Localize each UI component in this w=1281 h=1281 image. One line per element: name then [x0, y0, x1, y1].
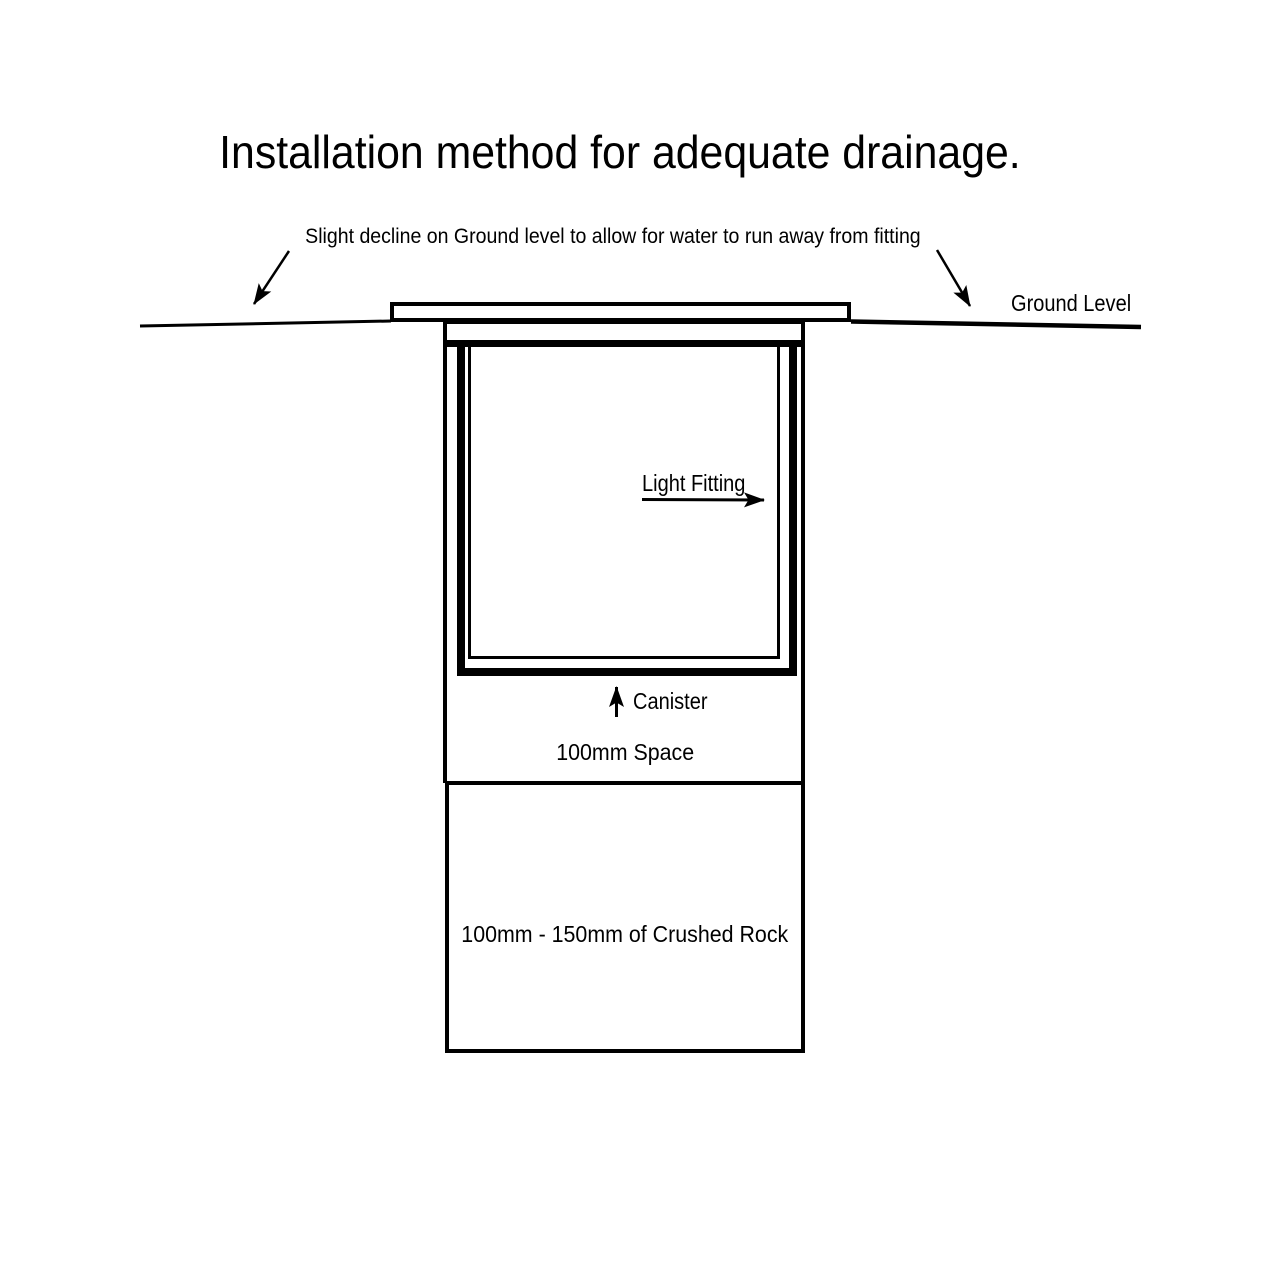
canister-lip-plate — [443, 321, 805, 347]
flange-top-plate — [390, 302, 851, 322]
page-title-text: Installation method for adequate drainage. — [219, 126, 1021, 178]
space-label: 100mm Space — [556, 739, 694, 765]
crushed-rock-label: 100mm - 150mm of Crushed Rock — [461, 920, 789, 947]
ground-level-label: Ground Level — [1011, 290, 1132, 316]
page-title — [0, 126, 1240, 179]
light-fitting-label: Light Fitting — [642, 470, 746, 496]
decline-annotation-text: Slight decline on Ground level to allow for water to run away from fitting — [304, 225, 921, 248]
excavation-wall-right — [801, 345, 805, 783]
light-fitting-box — [468, 347, 780, 659]
decline-annotation — [0, 226, 1225, 247]
excavation-wall-left — [443, 345, 447, 783]
canister-label: Canister — [633, 688, 708, 714]
crushed-rock-box — [445, 781, 805, 1053]
ground-line-right — [851, 322, 1141, 328]
annotation-arrow-right-icon — [937, 250, 970, 306]
annotation-arrow-left-icon — [254, 251, 289, 304]
ground-line-left — [140, 321, 391, 326]
